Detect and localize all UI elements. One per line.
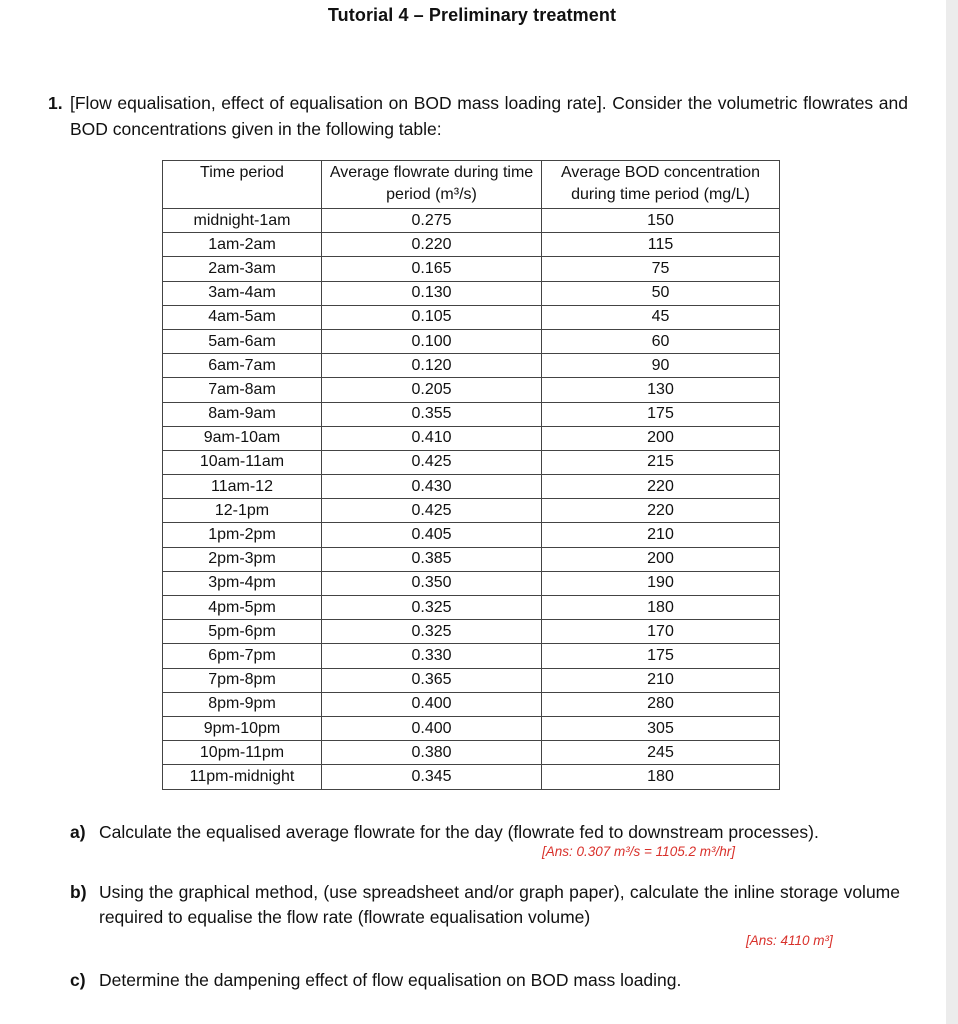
cell-time-period: 1pm-2pm <box>163 523 322 547</box>
cell-bod: 45 <box>542 305 780 329</box>
table-row <box>163 354 780 378</box>
cell-flowrate: 0.425 <box>322 499 542 523</box>
cell-time-period: 9pm-10pm <box>163 716 322 740</box>
cell-time-period: 9am-10am <box>163 426 322 450</box>
table-row <box>163 523 780 547</box>
cell-time-period: 11pm-midnight <box>163 765 322 789</box>
cell-time-period: 11am-12 <box>163 475 322 499</box>
cell-bod: 115 <box>542 233 780 257</box>
cell-bod: 280 <box>542 692 780 716</box>
cell-time-period: 7am-8am <box>163 378 322 402</box>
cell-flowrate: 0.220 <box>322 233 542 257</box>
cell-time-period: 7pm-8pm <box>163 668 322 692</box>
cell-time-period: 6am-7am <box>163 354 322 378</box>
cell-time-period: 3pm-4pm <box>163 571 322 595</box>
part-b-label: b) <box>70 882 87 902</box>
part-a-text: Calculate the equalised average flowrate for the day (flowrate fed to downstream processes). <box>99 822 819 842</box>
cell-bod: 170 <box>542 620 780 644</box>
cell-time-period: midnight-1am <box>163 209 322 233</box>
table-row <box>163 668 780 692</box>
part-a-label: a) <box>70 822 86 842</box>
cell-bod: 90 <box>542 354 780 378</box>
table-row <box>163 765 780 789</box>
cell-bod: 180 <box>542 596 780 620</box>
table-row <box>163 378 780 402</box>
cell-time-period: 10am-11am <box>163 450 322 474</box>
cell-flowrate: 0.130 <box>322 281 542 305</box>
cell-bod: 75 <box>542 257 780 281</box>
part-b-answer: [Ans: 4110 m³] <box>746 933 833 948</box>
cell-flowrate: 0.400 <box>322 692 542 716</box>
table-row <box>163 620 780 644</box>
cell-flowrate: 0.275 <box>322 209 542 233</box>
cell-bod: 150 <box>542 209 780 233</box>
cell-time-period: 5pm-6pm <box>163 620 322 644</box>
header-time-period: Time period <box>163 161 322 209</box>
part-c-text: Determine the dampening effect of flow equalisation on BOD mass loading. <box>99 970 682 990</box>
cell-time-period: 2am-3am <box>163 257 322 281</box>
cell-flowrate: 0.205 <box>322 378 542 402</box>
cell-flowrate: 0.325 <box>322 596 542 620</box>
question-intro <box>48 90 908 142</box>
cell-time-period: 1am-2am <box>163 233 322 257</box>
cell-bod: 305 <box>542 716 780 740</box>
cell-flowrate: 0.350 <box>322 571 542 595</box>
cell-time-period: 4am-5am <box>163 305 322 329</box>
cell-time-period: 8pm-9pm <box>163 692 322 716</box>
question-number: 1. <box>48 93 63 113</box>
cell-bod: 215 <box>542 450 780 474</box>
cell-flowrate: 0.365 <box>322 668 542 692</box>
cell-time-period: 4pm-5pm <box>163 596 322 620</box>
table-row <box>163 426 780 450</box>
cell-bod: 130 <box>542 378 780 402</box>
cell-time-period: 10pm-11pm <box>163 741 322 765</box>
data-table <box>162 160 780 790</box>
part-c-label: c) <box>70 970 86 990</box>
table-row <box>163 644 780 668</box>
cell-time-period: 12-1pm <box>163 499 322 523</box>
cell-flowrate: 0.100 <box>322 329 542 353</box>
table-row <box>163 233 780 257</box>
table-row <box>163 329 780 353</box>
cell-flowrate: 0.405 <box>322 523 542 547</box>
table-row <box>163 281 780 305</box>
cell-flowrate: 0.410 <box>322 426 542 450</box>
header-flowrate: Average flowrate during time period (m³/s) <box>322 161 542 209</box>
table-row <box>163 571 780 595</box>
question-text: [Flow equalisation, effect of equalisation on BOD mass loading rate]. Consider the volumetric flowrates and BOD concentrations given in the following table: <box>70 93 908 139</box>
table-row <box>163 716 780 740</box>
cell-bod: 50 <box>542 281 780 305</box>
part-b-text: Using the graphical method, (use spreadsheet and/or graph paper), calculate the inline storage volume required to equalise the flow rate (flowrate equalisation volume) <box>99 882 900 927</box>
table-row <box>163 209 780 233</box>
part-c <box>70 968 900 993</box>
page-title: Tutorial 4 – Preliminary treatment <box>327 5 617 25</box>
table-row <box>163 450 780 474</box>
cell-flowrate: 0.430 <box>322 475 542 499</box>
cell-flowrate: 0.165 <box>322 257 542 281</box>
table-row <box>163 547 780 571</box>
table-row <box>163 475 780 499</box>
cell-time-period: 3am-4am <box>163 281 322 305</box>
table-row <box>163 402 780 426</box>
part-a <box>70 820 900 845</box>
cell-time-period: 2pm-3pm <box>163 547 322 571</box>
cell-flowrate: 0.330 <box>322 644 542 668</box>
cell-flowrate: 0.120 <box>322 354 542 378</box>
cell-flowrate: 0.355 <box>322 402 542 426</box>
table-row <box>163 257 780 281</box>
cell-bod: 210 <box>542 668 780 692</box>
cell-flowrate: 0.385 <box>322 547 542 571</box>
cell-time-period: 6pm-7pm <box>163 644 322 668</box>
cell-bod: 175 <box>542 644 780 668</box>
cell-bod: 200 <box>542 547 780 571</box>
table-row <box>163 499 780 523</box>
cell-bod: 175 <box>542 402 780 426</box>
cell-flowrate: 0.105 <box>322 305 542 329</box>
page-edge <box>946 0 958 1024</box>
table-body <box>163 209 780 790</box>
cell-flowrate: 0.345 <box>322 765 542 789</box>
cell-bod: 60 <box>542 329 780 353</box>
header-bod: Average BOD concentration during time period (mg/L) <box>542 161 780 209</box>
cell-bod: 220 <box>542 499 780 523</box>
cell-bod: 200 <box>542 426 780 450</box>
cell-bod: 190 <box>542 571 780 595</box>
cell-bod: 220 <box>542 475 780 499</box>
table-row <box>163 596 780 620</box>
cell-flowrate: 0.325 <box>322 620 542 644</box>
cell-bod: 180 <box>542 765 780 789</box>
table-row <box>163 692 780 716</box>
cell-flowrate: 0.425 <box>322 450 542 474</box>
part-b <box>70 880 900 930</box>
table-row <box>163 741 780 765</box>
table-row <box>163 305 780 329</box>
cell-time-period: 8am-9am <box>163 402 322 426</box>
cell-time-period: 5am-6am <box>163 329 322 353</box>
cell-bod: 210 <box>542 523 780 547</box>
cell-flowrate: 0.380 <box>322 741 542 765</box>
table-header-row <box>163 161 780 209</box>
cell-flowrate: 0.400 <box>322 716 542 740</box>
cell-bod: 245 <box>542 741 780 765</box>
part-a-answer: [Ans: 0.307 m³/s = 1105.2 m³/hr] <box>542 844 735 859</box>
